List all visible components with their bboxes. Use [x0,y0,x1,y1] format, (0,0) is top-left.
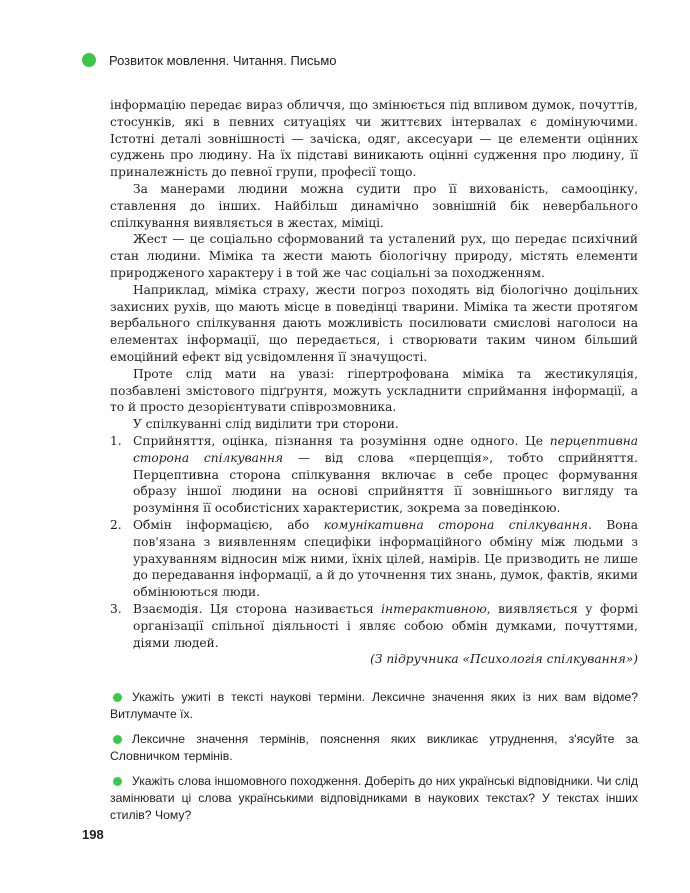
list-item [110,517,638,601]
header-bullet-icon [82,53,96,67]
task-item [110,689,638,722]
paragraph-5: Проте слід мати на увазі: гіпертрофована міміка та жестикуляція, позбавлені змістового підґрунтя, можуть ускладнити сприймання інформації, а то й просто дезорієнтувати співрозмовника. [110,366,638,415]
paragraph-3: Жест — це соціально сформований та усталений рух, що передає психічний стан людини. Міміка та жести мають біологічну природу, містять елементи природженого характеру і в той же час соціальні за походженням. [110,232,638,280]
task-bullet-icon [113,693,122,702]
header-title: Розвиток мовлення. Читання. Письмо [109,52,337,68]
paragraph-1: інформацію передає вираз обличчя, що змінюється під впливом думок, почуттів, стосунків, які в певних ситуаціях чи життєвих інтервалах є домінуючими. Істотні деталі зовнішності — зачіска, одяг, аксесуари — це елементи оцінних суджень про людину. На їх підставі виникають оцінні судження про людину, її приналежність до певної групи, професії тощо. [110,98,638,180]
task-list [110,689,638,832]
task-bullet-icon [113,735,122,744]
task-item [110,773,638,823]
list-item-term: інтерактивною [381,601,487,616]
list-item-number: 3. [110,601,122,616]
list-item-text: Сприйняття, оцінка, пізнання та розуміння одне одного. Це [133,433,550,448]
page-header [82,50,337,70]
main-text [110,97,638,668]
list-item-number: 2. [110,517,122,532]
paragraph-6: У спілкуванні слід виділити три сторони. [133,417,399,432]
task-item [110,731,638,764]
list-item-number: 1. [110,433,122,448]
list-item-term: перцептивна сторона спілкування [133,433,638,465]
list-item-text: . Вона пов'язана з виявленням специфіки інформаційного обміну між людьми з урахуванням відносин між ними, їхніх цілей, намірів. Це призводить не лише до передавання інформації, а й до уточнення тих знань, думок, фактів, якими обмінюються люди. [133,517,639,600]
list-item-text: Взаємодія. Ця сторона називається [133,601,382,616]
list-item [110,433,638,517]
numbered-list [110,433,638,651]
task-text: Лексичне значення термінів, пояснення яких викликає утруднення, з'ясуйте за Словничком термінів. [110,732,638,763]
list-item-text: — від слова «перцепція», тобто сприйняття. Перцептивна сторона спілкування включає в себе процес формування образу іншої людини на основі сприйняття її зовнішнього вигляду та розуміння її особистісних характеристик, зокрема за поведінкою. [133,450,638,516]
task-text: Укажіть ужиті в тексті наукові терміни. Лексичне значення яких із них вам відоме? Витлумачте їх. [110,690,638,721]
page-number: 198 [82,827,104,842]
task-text: Укажіть слова іншомовного походження. Доберіть до них українські відповідники. Чи слід замінювати ці слова українськими відповідниками в наукових текстах? У текстах інших стилів? Чому? [110,774,638,822]
paragraph-4: Наприклад, міміка страху, жести погроз походять від біологічно доцільних захисних рухів, що мають місце в поведінці тварини. Міміка та жести протягом вербального спілкування дають можливість посилювати смислові наголоси на елементах інформації, що передається, і створювати таким чином більший емоційний ефект від усвідомлення її значущості. [110,282,638,364]
list-item-text: , виявляється у формі організації спільної діяльності і являє собою обмін думками, почуттями, діями людей. [133,601,638,650]
task-bullet-icon [113,777,122,786]
list-item-text: Обмін інформацією, або [133,517,324,532]
list-item [110,601,638,651]
paragraph-2: За манерами людини можна судити про її вихованість, самооцінку, ставлення до інших. Найбільш динамічно зовнішній бік невербального спілкування виявляється в жестах, міміці. [110,181,638,230]
list-item-term: комунікативна сторона спілкування [323,517,588,532]
source-citation: (З підручника «Психологія спілкування») [370,652,638,667]
